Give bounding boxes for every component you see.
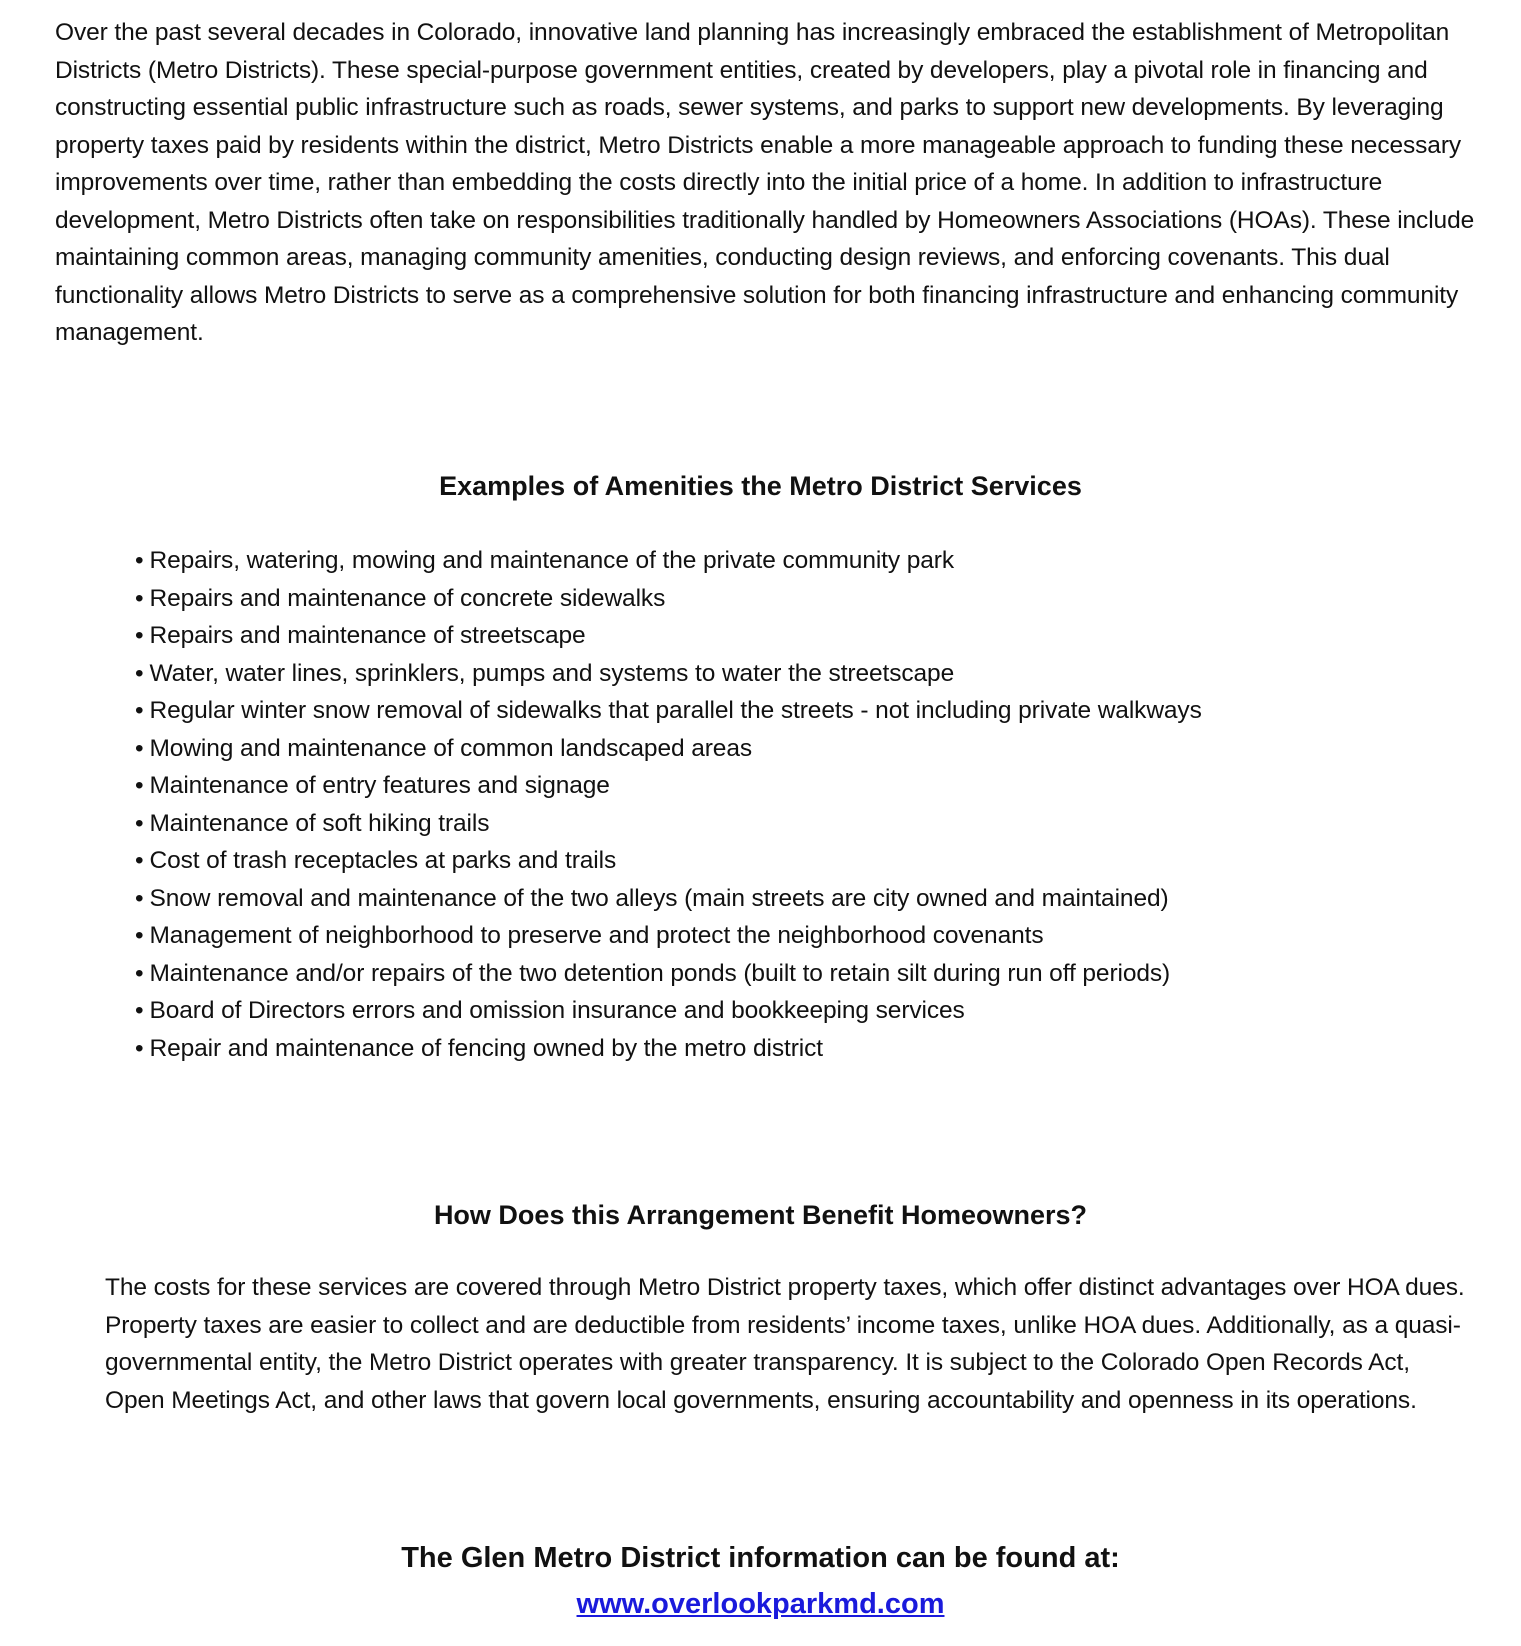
bullet-icon: • xyxy=(135,1034,144,1062)
website-link[interactable]: www.overlookparkmd.com xyxy=(576,1588,945,1620)
list-item-text: Regular winter snow removal of sidewalks that parallel the streets - not including private walkways xyxy=(149,697,1202,724)
list-item-text: Repairs, watering, mowing and maintenance of the private community park xyxy=(149,547,955,574)
list-item-text: Maintenance and/or repairs of the two detention ponds (built to retain silt during run off periods) xyxy=(149,959,1171,987)
bullet-icon: • xyxy=(135,734,144,762)
list-item xyxy=(135,955,1475,993)
list-item xyxy=(135,880,1475,918)
list-item-text: Water, water lines, sprinklers, pumps and systems to water the streetscape xyxy=(149,659,955,687)
list-item xyxy=(135,767,1475,805)
footer-heading: The Glen Metro District information can be found at: xyxy=(401,1542,1120,1574)
list-item xyxy=(135,617,1475,655)
bullet-icon: • xyxy=(135,584,144,612)
benefit-heading: How Does this Arrangement Benefit Homeowners? xyxy=(433,1200,1088,1230)
intro-paragraph: Over the past several decades in Colorado, innovative land planning has increasingly embraced the establishment of Metropolitan Districts (Metro Districts). These special-purpose government entities, created by developers, play a pivotal role in financing and constructing essential public infrastructure such as roads, sewer systems, and parks to support new developments. By leveraging property taxes paid by residents within the district, Metro Districts enable a more manageable approach to funding these necessary improvements over time, rather than embedding the costs directly into the initial price of a home. In addition to infrastructure development, Metro Districts often take on responsibilities traditionally handled by Homeowners Associations (HOAs). These include maintaining common areas, managing community amenities, conducting design reviews, and enforcing covenants. This dual functionality allows Metro Districts to serve as a comprehensive solution for both financing infrastructure and enhancing community management. xyxy=(55,19,1475,346)
list-item-text: Cost of trash receptacles at parks and trails xyxy=(149,847,617,874)
footer-link-container xyxy=(0,1582,1521,1626)
bullet-icon: • xyxy=(135,959,144,987)
list-item xyxy=(135,842,1475,880)
benefit-paragraph: The costs for these services are covered through Metro District property taxes, which offer distinct advantages over HOA dues. Property taxes are easier to collect and are deductible from residents’ income taxes, unlike HOA dues. Additionally, as a quasi-governmental entity, the Metro District operates with greater transparency. It is subject to the Colorado Open Records Act, Open Meetings Act, and other laws that govern local governments, ensuring accountability and openness in its operations. xyxy=(105,1274,1465,1414)
list-item xyxy=(135,1030,1475,1068)
list-item xyxy=(135,917,1475,955)
list-item xyxy=(135,692,1475,730)
list-item-text: Management of neighborhood to preserve and protect the neighborhood covenants xyxy=(149,922,1044,949)
list-item-text: Maintenance of entry features and signage xyxy=(149,772,610,799)
bullet-icon: • xyxy=(135,697,144,724)
list-item-text: Maintenance of soft hiking trails xyxy=(149,809,490,837)
bullet-icon: • xyxy=(135,547,144,574)
list-item-text: Mowing and maintenance of common landscaped areas xyxy=(149,734,753,762)
bullet-icon: • xyxy=(135,809,144,837)
list-item xyxy=(135,655,1475,693)
list-item xyxy=(135,992,1475,1030)
list-item-text: Repairs and maintenance of streetscape xyxy=(149,622,586,649)
list-item xyxy=(135,580,1475,618)
list-item xyxy=(135,805,1475,843)
list-item xyxy=(135,542,1475,580)
bullet-icon: • xyxy=(135,922,144,949)
bullet-icon: • xyxy=(135,622,144,649)
amenities-heading: Examples of Amenities the Metro District Services xyxy=(439,471,1082,501)
list-item-text: Snow removal and maintenance of the two alleys (main streets are city owned and maintained) xyxy=(149,884,1169,912)
list-item-text: Repairs and maintenance of concrete sidewalks xyxy=(149,584,666,612)
list-item-text: Repair and maintenance of fencing owned by the metro district xyxy=(149,1034,823,1062)
bullet-icon: • xyxy=(135,772,144,799)
bullet-icon: • xyxy=(135,997,144,1024)
bullet-icon: • xyxy=(135,884,144,912)
bullet-icon: • xyxy=(135,847,144,874)
list-item xyxy=(135,730,1475,768)
list-item-text: Board of Directors errors and omission insurance and bookkeeping services xyxy=(149,997,965,1024)
amenities-list xyxy=(135,542,1475,1067)
bullet-icon: • xyxy=(135,659,144,687)
